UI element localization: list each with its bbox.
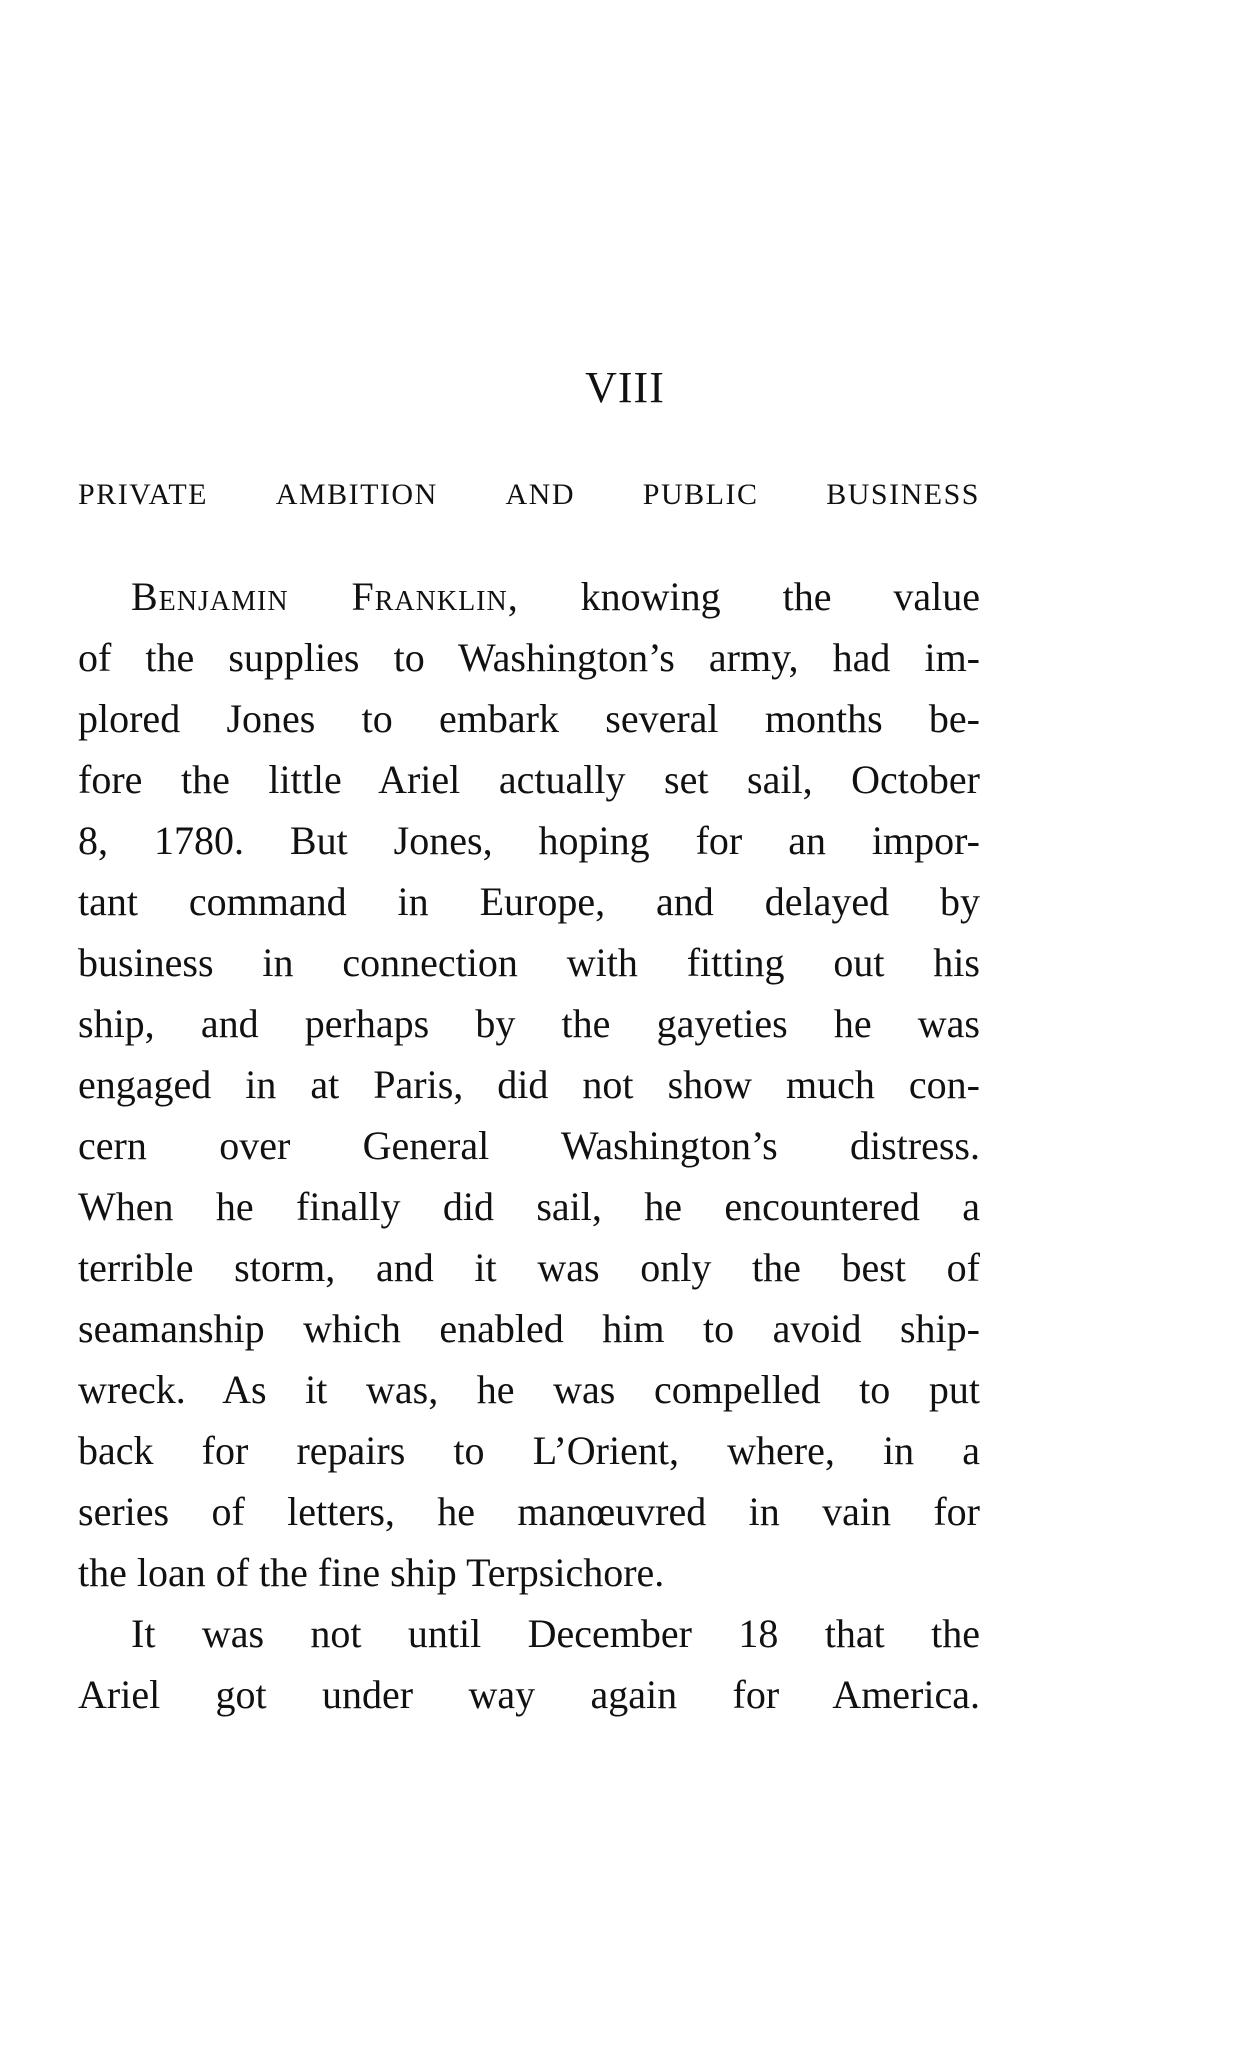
text-line: business in connection with fitting out his bbox=[78, 940, 980, 985]
text-line: ship, and perhaps by the gayeties he was bbox=[78, 1001, 980, 1046]
chapter-title bbox=[78, 478, 980, 512]
text-line: It was not until December 18 that the bbox=[131, 1611, 980, 1656]
text-line: back for repairs to L’Orient, where, in a bbox=[78, 1428, 980, 1473]
chapter-title-word: AND bbox=[505, 478, 576, 511]
paragraph bbox=[78, 1603, 980, 1725]
line-text: knowing the value bbox=[518, 574, 980, 619]
chapter-number: VIII bbox=[585, 363, 665, 412]
text-line: When he finally did sail, he encountered a bbox=[78, 1184, 980, 1229]
text-line bbox=[78, 566, 980, 627]
text-line: wreck. As it was, he was compelled to put bbox=[78, 1367, 980, 1412]
text-line: terrible storm, and it was only the best of bbox=[78, 1245, 980, 1290]
text-line: cern over General Washington’s distress. bbox=[78, 1123, 980, 1168]
text-line: of the supplies to Washington’s army, had im- bbox=[78, 635, 980, 680]
chapter-title-word: PRIVATE bbox=[78, 478, 208, 511]
text-line: fore the little Ariel actually set sail, October bbox=[78, 757, 980, 802]
text-line: plored Jones to embark several months be- bbox=[78, 696, 980, 741]
text-line: tant command in Europe, and delayed by bbox=[78, 879, 980, 924]
text-line: 8, 1780. But Jones, hoping for an impor- bbox=[78, 818, 980, 863]
chapter-title-word: AMBITION bbox=[275, 478, 438, 511]
text-line: series of letters, he manœuvred in vain for bbox=[78, 1489, 980, 1534]
text-line: engaged in at Paris, did not show much con- bbox=[78, 1062, 980, 1107]
text-line: Ariel got under way again for America. bbox=[78, 1672, 980, 1717]
chapter-title-word: PUBLIC bbox=[642, 478, 759, 511]
text-line: seamanship which enabled him to avoid ship- bbox=[78, 1306, 980, 1351]
lead-small-caps: Benjamin Franklin, bbox=[131, 574, 519, 619]
chapter-title-word: BUSINESS bbox=[826, 478, 980, 511]
text-line: the loan of the fine ship Terpsichore. bbox=[78, 1550, 665, 1595]
paragraph bbox=[78, 566, 980, 1603]
body-text bbox=[78, 566, 980, 1725]
